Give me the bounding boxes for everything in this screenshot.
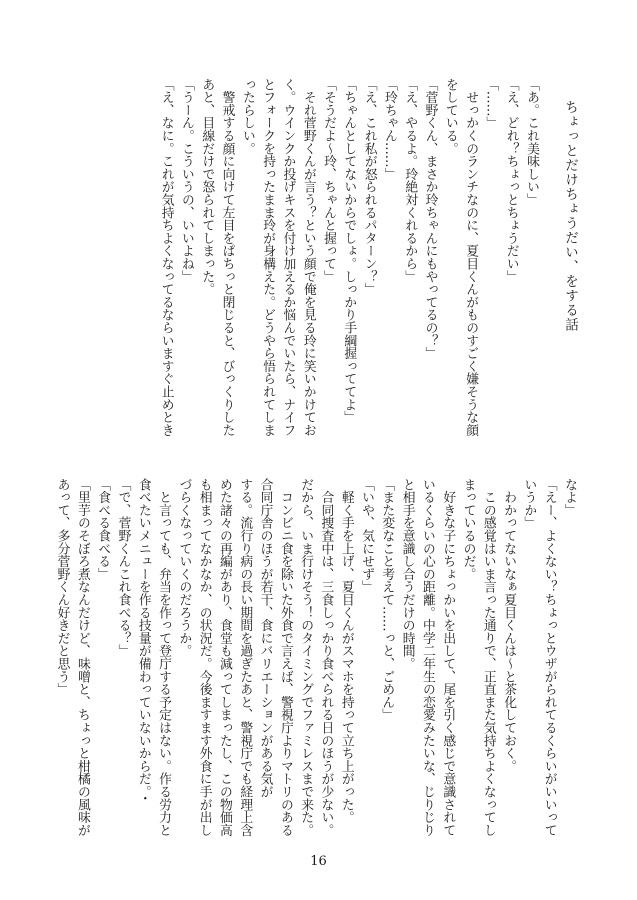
text-line: づらくなっていくのだろうか。 xyxy=(176,478,192,658)
text-line: この感覚はいま言った通りで、正直また気持ちよくなってし xyxy=(480,478,496,837)
text-line: コンビニ食を除いた外食で言えば、警視庁よりマトリのある xyxy=(277,478,293,837)
text-line: 「え、やるよ。玲絶対くれるから」 xyxy=(402,78,418,283)
text-line: 「いや、気にせず」 xyxy=(359,478,375,594)
text-column-bottom xyxy=(51,478,579,878)
text-column-top xyxy=(155,78,541,468)
text-line: 「え、これ私が怒られるパターン？」 xyxy=(361,78,377,296)
text-line: ったらしい。 xyxy=(239,78,255,155)
text-line: く。ウインクか投げキスを付け加えるか悩んでいたら、ナイフ xyxy=(280,78,296,437)
text-line: まっているのだ。 xyxy=(460,478,476,581)
text-line: も相まってなかなか、の状況だ。今後ますます外食に手が出し xyxy=(196,478,212,837)
text-line: 「菅野くん、まさか玲ちゃんにもやってるの？」 xyxy=(422,78,438,360)
text-line: 「あ。これ美味しい」 xyxy=(524,78,539,206)
text-line: 「うーん。こういうの、いいよね」 xyxy=(178,78,194,283)
page-number: 16 xyxy=(310,854,327,869)
text-line: あと、目線だけで怒られてしまった。 xyxy=(199,78,215,296)
text-line: 合同捜査中は、三食しっかり食べられる日のほうが少ない。 xyxy=(318,478,334,837)
text-line: 「また変なこと考えて……っと、ごめん」 xyxy=(379,478,395,722)
text-line: めた諸々の再編があり、食堂も減ってしまったし、この物価高 xyxy=(216,478,232,837)
text-line: 「え、どれ？ちょっとちょうだい」 xyxy=(503,78,519,283)
story-title: ちょっとだけちょうだい、をする話 xyxy=(562,100,578,332)
text-line: 「えー、よくない？ちょっとウザがられてるくらいがいいって xyxy=(541,478,557,837)
text-line: いるくらいの心の距離。中学二年生の恋愛みたいな、じりじり xyxy=(419,478,435,837)
text-line: 「……」 xyxy=(483,78,499,130)
text-line: だから、いま行けそう！のタイミングでファミレスまで来た。 xyxy=(298,478,314,837)
text-line: 軽く手を上げ、夏目くんがスマホを持って立ち上がった。 xyxy=(338,478,354,824)
text-line: 「ちゃんとしてないからでしょ。しっかり手綱握っててよ」 xyxy=(341,78,357,424)
text-line: それ菅野くんが言う？という顔で俺を見る玲に笑いかけてお xyxy=(300,78,316,437)
text-line: あって、多分菅野くん好きだと思う」 xyxy=(54,478,70,696)
text-line: 「食べる食べる」 xyxy=(95,478,111,581)
text-line: なよ」 xyxy=(562,478,577,517)
text-line: 「そうだよ〜玲、ちゃんと握って」 xyxy=(321,78,337,283)
text-line: わかってないなぁ夏目くんは〜と茶化しておく。 xyxy=(501,478,517,773)
text-line: せっかくのランチなのに、夏目くんがものすごく嫌そうな顔 xyxy=(463,78,479,437)
text-line: 好きな子にちょっかいを出して、尾を引く感じで意識されて xyxy=(440,478,456,837)
text-line: とフォークを持ったまま玲が身構えた。どうやら悟られてしま xyxy=(260,78,276,437)
text-line: 食べたいメニューを作る技量が備わっていないからだ。・ xyxy=(135,478,151,805)
text-line: する。流行り病の長い期間を過ぎたあと、警視庁でも経理上含 xyxy=(237,478,253,837)
text-line: 「で、菅野くんこれ食べる？」 xyxy=(115,478,131,658)
text-line: 「玲ちゃん……」 xyxy=(381,78,397,181)
text-line: と相手を意識し合うだけの時間。 xyxy=(399,478,415,670)
text-line: をしている。 xyxy=(442,78,458,155)
text-line: いうか」 xyxy=(521,478,537,530)
text-line: 合同庁舎のほうが若干、食にバリエーションがある気が xyxy=(257,478,273,798)
text-line: 「え、なに。これが気持ちよくなってるならいますぐ止めとき xyxy=(158,78,174,437)
text-line: 「里芋のそぼろ煮なんだけど、味噌と、ちょっと柑橘の風味が xyxy=(74,478,90,837)
text-line: 警戒する顔に向けて左目をぱちっと閉じると、びっくりした xyxy=(219,78,235,437)
text-line: と言っても、弁当を作って登庁する予定はない。作る労力と xyxy=(156,478,172,837)
